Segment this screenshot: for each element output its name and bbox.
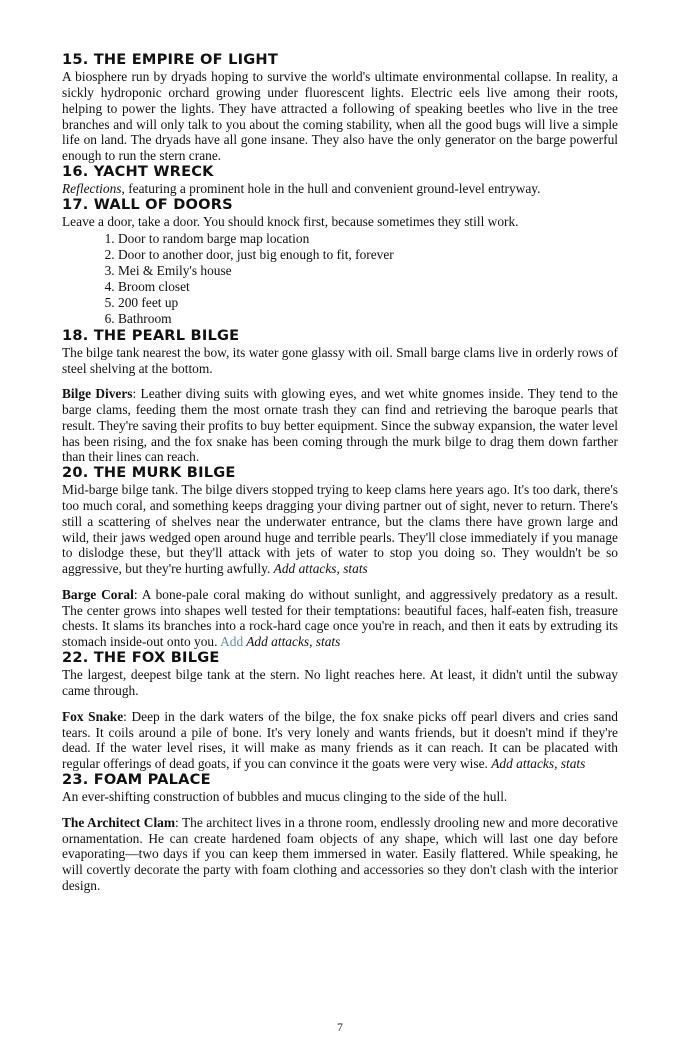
list-item: 2. Door to another door, just big enough to fit, forever xyxy=(118,247,618,263)
entry-label: The Architect Clam xyxy=(62,814,176,830)
section-body-yacht-wreck xyxy=(62,181,618,197)
murk-bilge-note: Add attacks, stats xyxy=(273,561,368,577)
wall-of-doors-list xyxy=(62,231,618,327)
entry-text: : Leather diving suits with glowing eyes, and wet white gnomes inside. They tend to the barge clams, feeding them the most ornate trash they can find and retrieving the baroque pearls that result. They're saving their profits to buy better equipment. Since the subway expansion, the water level has been rising, and the fox snake has been coming through the murk bilge to drag them down farther than their lines can reach. xyxy=(62,386,618,465)
yacht-wreck-text: , featuring a prominent hole in the hull and convenient ground-level entryway. xyxy=(121,181,541,197)
entry-note: Add attacks, stats xyxy=(243,634,341,650)
entry-text: : Deep in the dark waters of the bilge, the fox snake picks off pearl divers and cries sand tears. It coils around a pile of bone. It's very lonely and wants friends, but it doesn't mind if they're dead. If the water level rises, it will make as many friends as it can reach. It can be placated with regular offerings of dead goats, if you can convince it the goats were very wise. xyxy=(62,708,618,772)
page-number: 7 xyxy=(337,1022,343,1034)
section-heading-pearl-bilge: 18. THE PEARL BILGE xyxy=(62,326,240,344)
list-item: 6. Bathroom xyxy=(118,311,618,327)
entry-text: : A bone-pale coral making do without sunlight, and aggressively predatory as a result. The center grows into shapes well tested for their temptations: beautiful faces, half-eaten fish, treasure chests. It slams its branches into a rock-hard cage once you're in reach, and then it eats by extruding its stomach inside-out onto you. xyxy=(62,586,619,650)
section-body-empire-of-light: A biosphere run by dryads hoping to survive the world's ultimate environmental collapse. In reality, a sickly hydroponic orchard growing under fluorescent lights. Electric eels live among their roots, helping to power the lights. They have attracted a following of speaking beetles who live in the tree branches and will only talk to you about the coming stability, when all the good bugs will live a simple life on land. The dryads have all gone insane. They also have the only generator on the barge powerful enough to run the stern crane. xyxy=(62,69,618,164)
section-body-wall-of-doors: Leave a door, take a door. You should knock first, because sometimes they still work. xyxy=(62,214,519,230)
entry-text: : The architect lives in a throne room, endlessly drooling new and more decorative ornamentation. He can create hardened foam objects of any shape, which will last one day before evaporating—two days if you can keep them immersed in water. Easily flattered. While speaking, he will covertly decorate the party with foam clothing and accessories so they don't clash with the interior design. xyxy=(62,814,618,893)
list-item: 1. Door to random barge map location xyxy=(118,231,618,247)
list-item: 5. 200 feet up xyxy=(118,295,618,311)
list-item: 3. Mei & Emily's house xyxy=(118,263,618,279)
entry-label: Fox Snake xyxy=(62,708,124,724)
entry-link[interactable]: Add xyxy=(220,634,244,650)
yacht-wreck-title: Reflections xyxy=(62,181,122,197)
entry-label: Barge Coral xyxy=(62,586,134,602)
section-heading-wall-of-doors: 17. WALL OF DOORS xyxy=(62,195,233,213)
entry-fox-snake xyxy=(62,709,618,772)
section-heading-empire-of-light: 15. THE EMPIRE OF LIGHT xyxy=(62,51,278,68)
section-heading-fox-bilge: 22. THE FOX BILGE xyxy=(62,648,220,666)
entry-label: Bilge Divers xyxy=(62,386,133,402)
section-heading-yacht-wreck: 16. YACHT WRECK xyxy=(62,162,214,180)
section-body-foam-palace: An ever-shifting construction of bubbles and mucus clinging to the side of the hull. xyxy=(62,789,508,805)
entry-bilge-divers xyxy=(62,386,618,465)
entry-note: Add attacks, stats xyxy=(491,756,586,772)
section-body-murk-bilge xyxy=(62,482,618,577)
section-body-fox-bilge: The largest, deepest bilge tank at the stern. No light reaches here. At least, it didn't until the subway came through. xyxy=(62,667,618,699)
list-item: 4. Broom closet xyxy=(118,279,618,295)
entry-barge-coral xyxy=(62,587,618,650)
section-heading-foam-palace: 23. FOAM PALACE xyxy=(62,770,211,788)
entry-architect-clam xyxy=(62,815,618,894)
murk-bilge-text: Mid-barge bilge tank. The bilge divers stopped trying to keep clams here years ago. It's too dark, there's too much coral, and something keeps dragging your diving partner out of sight, never to return. There's still a scattering of shelves near the underwater entrance, but the clams there have grown large and wild, their jaws wedged open around huge and terrible pearls. They'll close immediately if you manage to dislodge these, but they'll attack with jets of water to stop you doing so. They wouldn't be so aggressive, but they're hurting awfully. xyxy=(62,482,618,577)
section-body-pearl-bilge: The bilge tank nearest the bow, its water gone glassy with oil. Small barge clams live in orderly rows of steel shelving at the bottom. xyxy=(62,344,618,376)
section-heading-murk-bilge: 20. THE MURK BILGE xyxy=(62,464,236,482)
